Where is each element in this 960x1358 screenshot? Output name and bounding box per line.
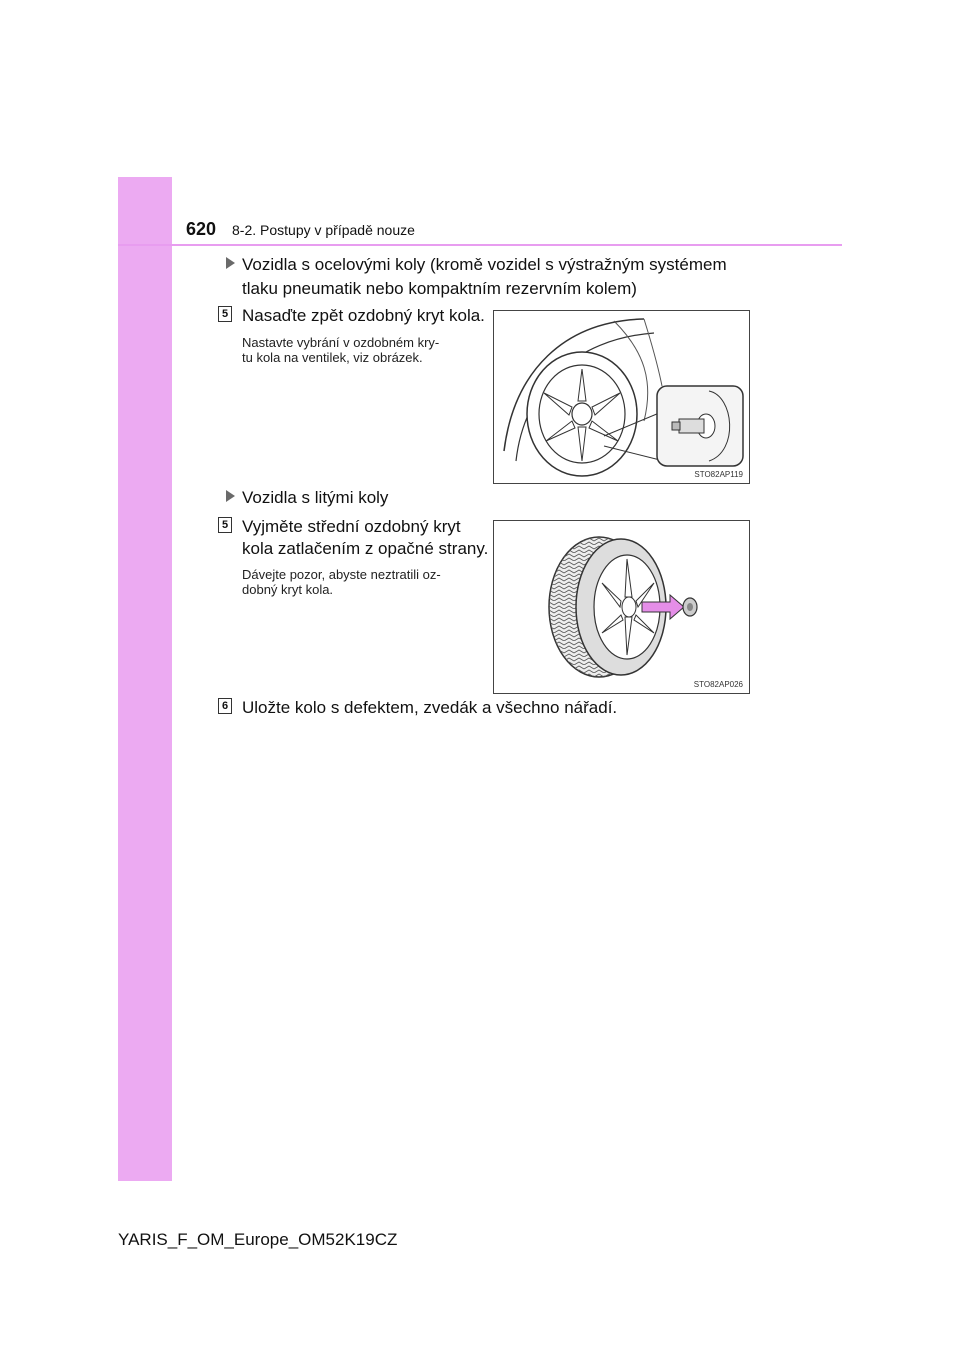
chapter-sidebar-tab [118,177,172,1181]
bullet-steel-wheels-line2: tlaku pneumatik nebo kompaktním rezervním kolem) [242,279,637,298]
step-number-5a: 5 [218,306,232,322]
triangle-bullet-icon [226,490,235,502]
center-cap-illustration [494,521,749,693]
step-5a-note-line2: tu kola na ventilek, viz obrázek. [242,350,423,365]
step-5b-note-line2: dobný kryt kola. [242,582,334,597]
bullet-alloy-wheels [226,486,388,510]
hubcap-valve-illustration [494,311,749,483]
step-6-instruction: Uložte kolo s defektem, zvedák a všechno nářadí. [242,698,618,717]
step-5b-note-line1: Dávejte pozor, abyste neztratili oz- [242,567,441,582]
figure-id-label: STO82AP026 [693,680,743,689]
step-5b-instruction-line1: Vyjměte střední ozdobný kryt [242,517,461,536]
figure-id-label: STO82AP119 [694,470,743,479]
bullet-steel-wheels-line1: Vozidla s ocelovými koly (kromě vozidel s výstražným systémem [242,255,727,274]
section-title: 8-2. Postupy v případě nouze [232,222,415,238]
document-id-footer: YARIS_F_OM_Europe_OM52K19CZ [118,1230,398,1249]
step-number-5b: 5 [218,517,232,533]
step-number-6: 6 [218,698,232,714]
step-5b-instruction-line2: kola zatlačením z opačné strany. [242,539,489,558]
step-5a-note-line1: Nastavte vybrání v ozdobném kry- [242,335,440,350]
bullet-alloy-wheels-text: Vozidla s litými koly [242,488,389,507]
header-divider [118,244,842,246]
figure-center-cap-removal [493,520,750,694]
figure-hubcap-valve [493,310,750,484]
triangle-bullet-icon [226,257,235,269]
page-number: 620 [186,219,217,239]
bullet-steel-wheels [226,253,744,301]
step-5a-instruction: Nasaďte zpět ozdobný kryt kola. [242,306,485,325]
